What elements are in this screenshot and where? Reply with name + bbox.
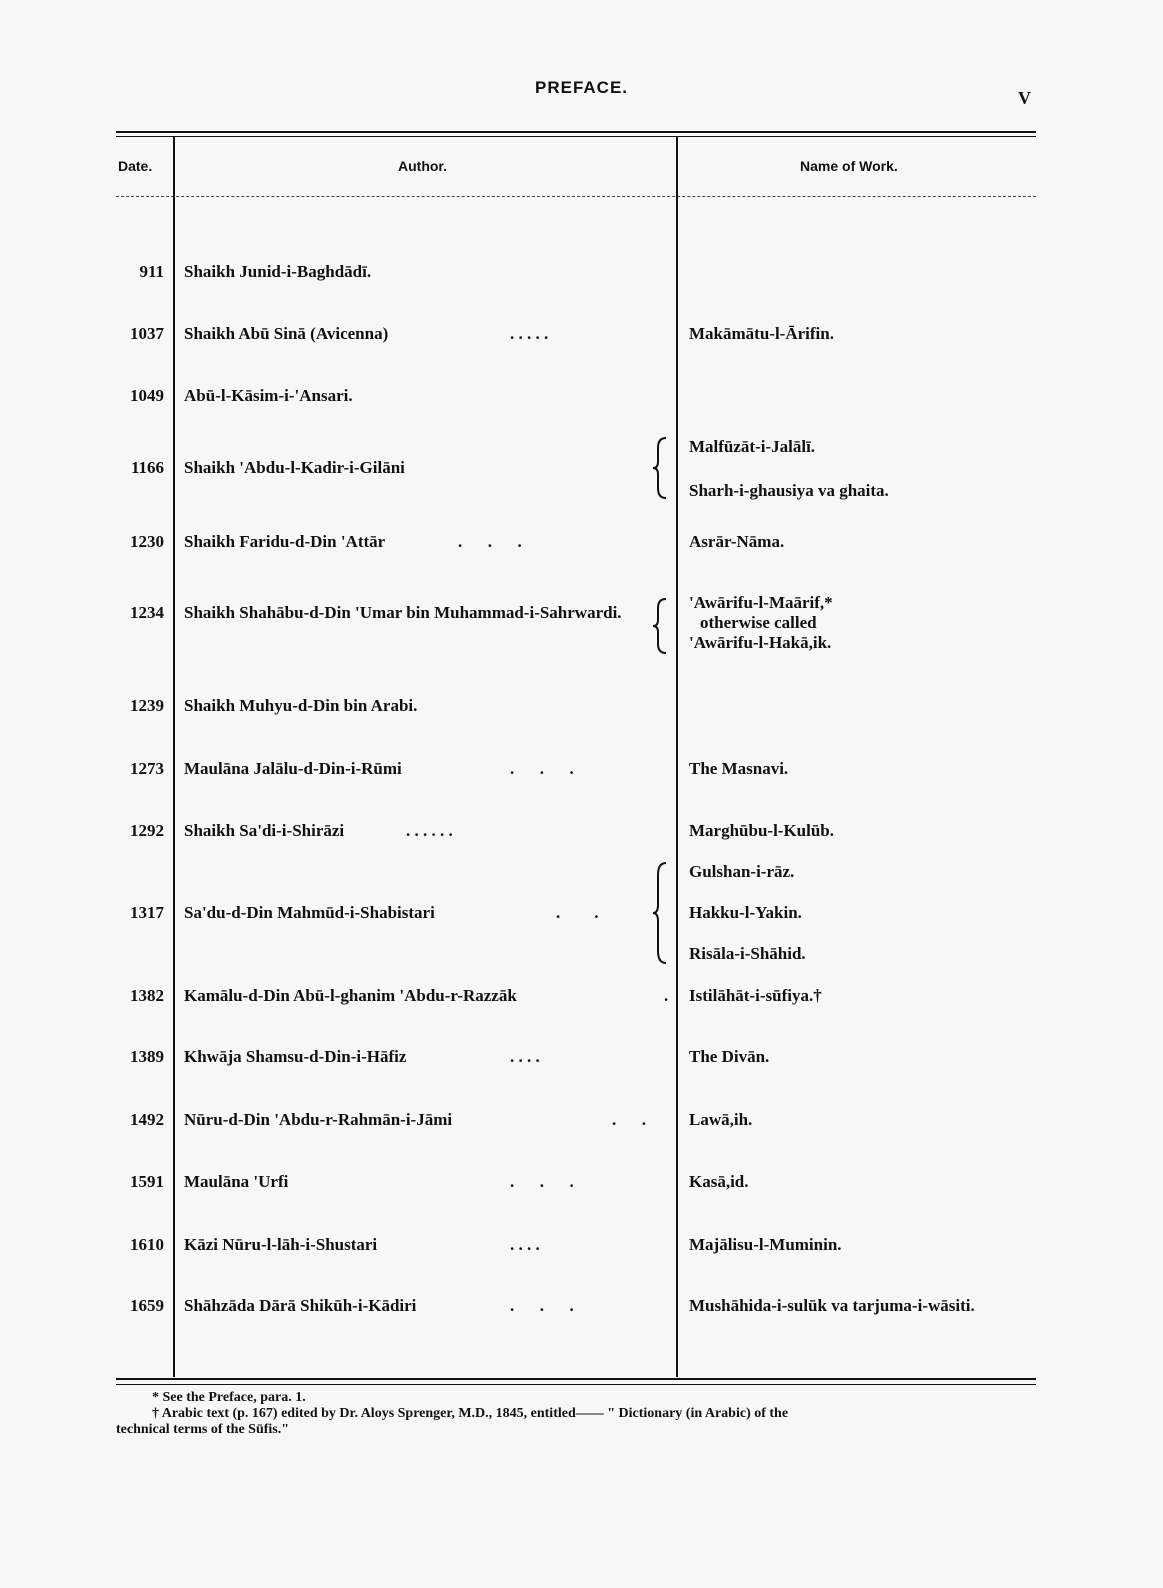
column-header-date: Date. xyxy=(118,158,153,174)
page-title: PREFACE. xyxy=(534,78,629,97)
row-date: 1659 xyxy=(130,1296,164,1315)
row-date: 1049 xyxy=(130,386,164,405)
header-divider xyxy=(116,196,1036,197)
column-header-work: Name of Work. xyxy=(800,158,898,174)
row-work-alt: otherwise called xyxy=(700,613,817,632)
row-author: Shaikh Sa'di-i-Shirāzi xyxy=(184,821,345,840)
column-divider-date xyxy=(173,137,175,1377)
leader-dots: . . xyxy=(556,903,599,922)
leader-dots: . . . . xyxy=(510,1047,540,1066)
row-author: Shāhzāda Dārā Shikūh-i-Kādiri xyxy=(184,1296,417,1315)
row-work: Malfūzāt-i-Jalālī. xyxy=(689,437,816,456)
row-author: Shaikh Shahābu-d-Din 'Umar bin Muhammad-i-Sahrwardi. xyxy=(184,603,622,622)
row-work: The Masnavi. xyxy=(689,759,789,778)
leader-dots: . . . xyxy=(510,1172,574,1191)
row-date: 1273 xyxy=(130,759,164,778)
row-author: Shaikh 'Abdu-l-Kadir-i-Gilāni xyxy=(184,458,405,477)
footnotes xyxy=(116,1390,1040,1438)
row-date: 911 xyxy=(139,262,164,281)
row-author: Shaikh Junid-i-Baghdādī. xyxy=(184,262,372,281)
row-work: Mushāhida-i-sulūk va tarjuma-i-wāsiti. xyxy=(689,1296,975,1315)
table-bottom-rule-thin xyxy=(116,1384,1036,1385)
row-date: 1610 xyxy=(130,1235,164,1254)
table-bottom-rule xyxy=(116,1378,1036,1380)
footnote-1: * See the Preface, para. 1. xyxy=(152,1390,306,1405)
column-header-author: Author. xyxy=(398,158,447,174)
row-date: 1492 xyxy=(130,1110,164,1129)
leader-dots: . . . . . . xyxy=(406,821,453,840)
leader-dots: . . . . . xyxy=(510,324,549,343)
row-date: 1292 xyxy=(130,821,164,840)
leader-dots: . . xyxy=(612,1110,646,1129)
footnote-2: † Arabic text (p. 167) edited by Dr. Aloys Sprenger, M.D., 1845, entitled—— " Dictionary (in Arabic) of the xyxy=(152,1406,789,1421)
row-date: 1389 xyxy=(130,1047,164,1066)
row-work-alt: 'Awārifu-l-Hakā,ik. xyxy=(689,633,832,652)
page-number: V xyxy=(1018,88,1031,108)
leader-dots: . . . . xyxy=(510,1235,540,1254)
row-work: The Divān. xyxy=(689,1047,770,1066)
brace-icon xyxy=(652,436,670,500)
row-work: Istilāhāt-i-sūfiya.† xyxy=(689,986,822,1005)
row-work: Asrār-Nāma. xyxy=(689,532,785,551)
row-work: Gulshan-i-rāz. xyxy=(689,862,795,881)
row-work: Lawā,ih. xyxy=(689,1110,753,1129)
row-author: Shaikh Faridu-d-Din 'Attār xyxy=(184,532,386,551)
brace-icon xyxy=(652,597,670,655)
row-date: 1166 xyxy=(130,458,164,477)
row-work: Majālisu-l-Muminin. xyxy=(689,1235,842,1254)
row-date: 1234 xyxy=(130,603,164,622)
table-top-rule-thin xyxy=(116,136,1036,137)
leader-dots: . . . xyxy=(458,532,522,551)
row-author: Shaikh Muhyu-d-Din bin Arabi. xyxy=(184,696,418,715)
row-work: Kasā,id. xyxy=(689,1172,749,1191)
leader-dots: . . . xyxy=(510,759,574,778)
row-author: Nūru-d-Din 'Abdu-r-Rahmān-i-Jāmi xyxy=(184,1110,453,1129)
column-divider-work xyxy=(676,137,678,1377)
table-top-rule xyxy=(116,131,1036,133)
brace-icon xyxy=(652,861,670,965)
row-author: Kāzi Nūru-l-lāh-i-Shustari xyxy=(184,1235,378,1254)
row-date: 1239 xyxy=(130,696,164,715)
footnote-2-continued: technical terms of the Sūfis." xyxy=(116,1422,290,1437)
row-work-alt: Risāla-i-Shāhid. xyxy=(689,944,806,963)
row-author: Shaikh Abū Sinā (Avicenna) xyxy=(184,324,389,343)
row-author: Khwāja Shamsu-d-Din-i-Hāfiz xyxy=(184,1047,407,1066)
leader-dots: . . . xyxy=(510,1296,574,1315)
row-work-alt: Hakku-l-Yakin. xyxy=(689,903,802,922)
row-author: Maulāna 'Urfi xyxy=(184,1172,289,1191)
row-date: 1230 xyxy=(130,532,164,551)
row-author: Kamālu-d-Din Abū-l-ghanim 'Abdu-r-Razzāk xyxy=(184,986,517,1005)
row-author: Maulāna Jalālu-d-Din-i-Rūmi xyxy=(184,759,402,778)
row-date: 1382 xyxy=(130,986,164,1005)
row-work: Marghūbu-l-Kulūb. xyxy=(689,821,835,840)
row-date: 1317 xyxy=(130,903,164,922)
row-author: Sa'du-d-Din Mahmūd-i-Shabistari xyxy=(184,903,435,922)
row-work-alt: Sharh-i-ghausiya va ghaita. xyxy=(689,481,889,500)
row-date: 1037 xyxy=(130,324,164,343)
leader-dots: . xyxy=(664,986,669,1005)
row-work: 'Awārifu-l-Maārif,* xyxy=(689,593,833,612)
row-author: Abū-l-Kāsim-i-'Ansari. xyxy=(184,386,353,405)
row-work: Makāmātu-l-Ārifin. xyxy=(689,324,834,343)
row-date: 1591 xyxy=(130,1172,164,1191)
